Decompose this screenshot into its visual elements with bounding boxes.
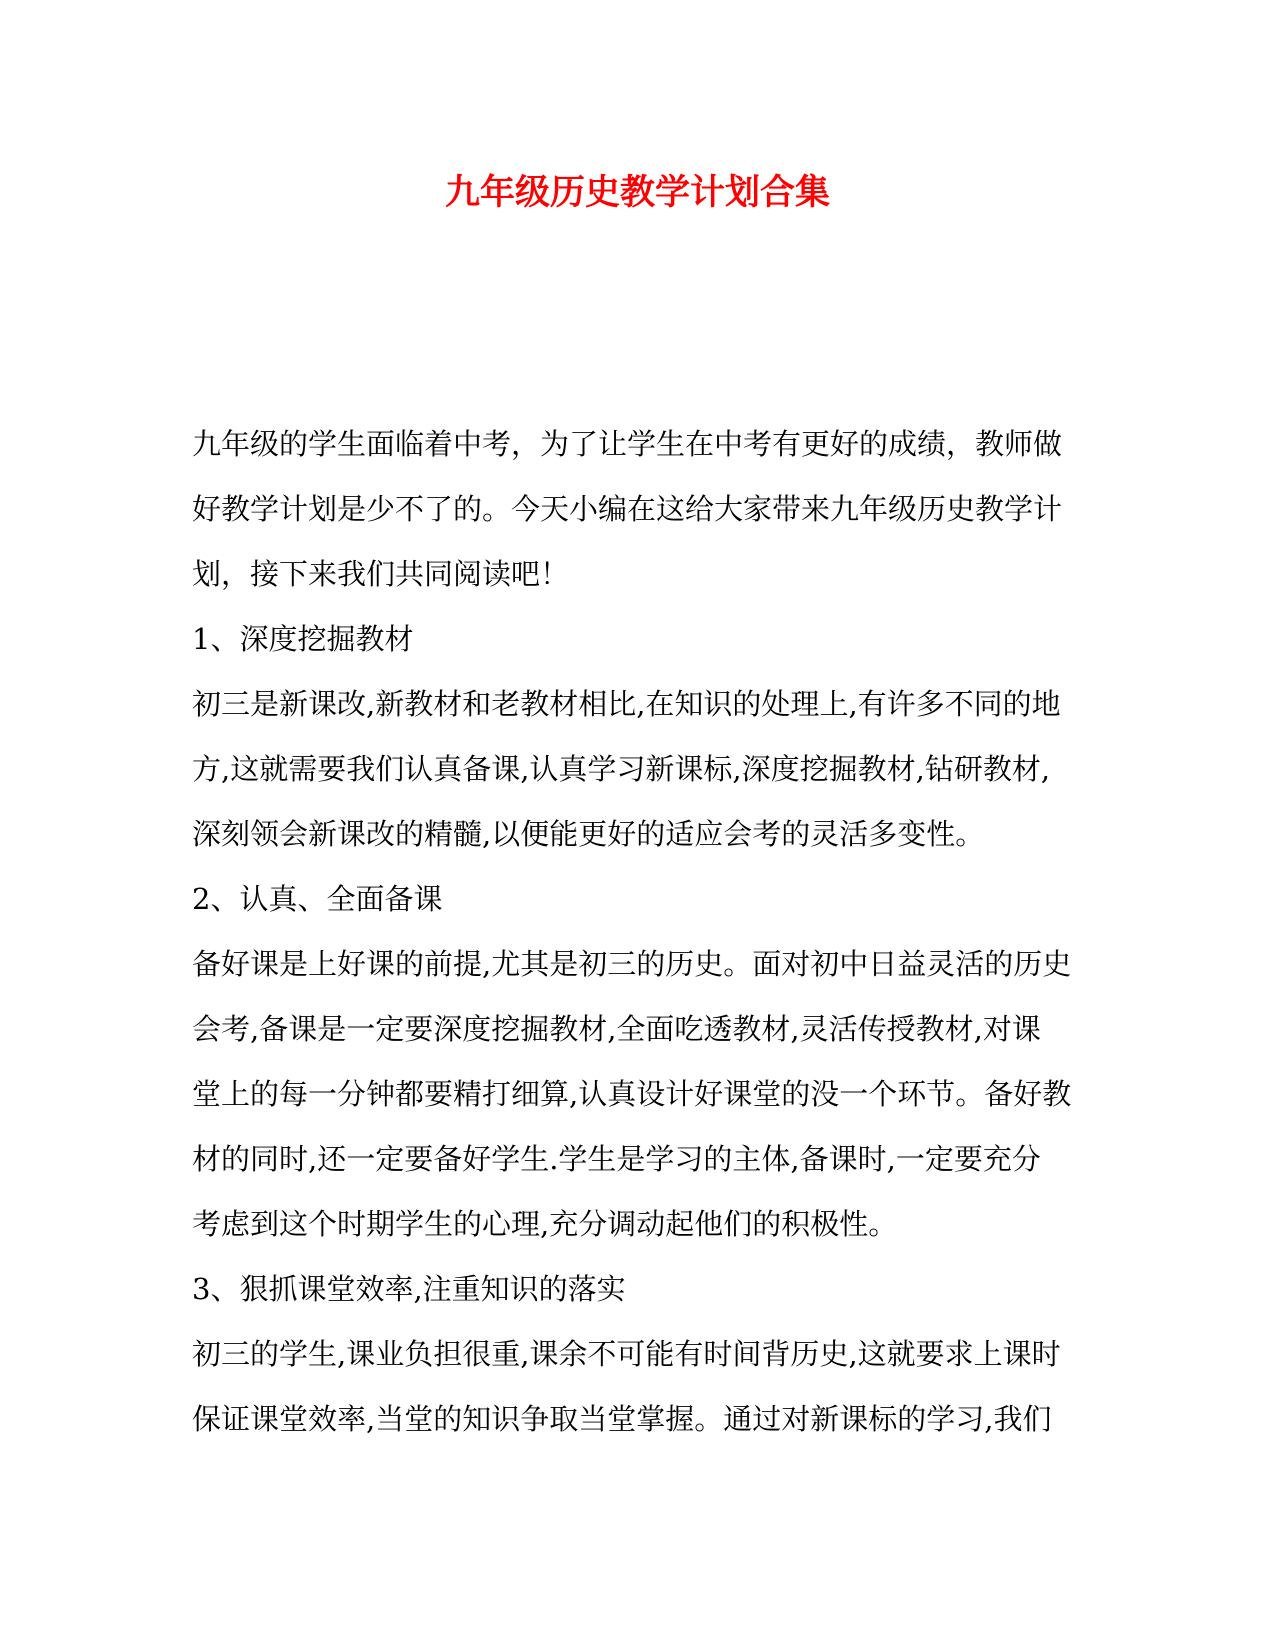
text-line: 材的同时,还一定要备好学生.学生是学习的主体,备课时,一定要充分 — [192, 1142, 1041, 1176]
text-line: 深刻领会新课改的精髓,以便能更好的适应会考的灵活多变性。 — [192, 817, 985, 851]
text-line: 初三是新课改,新教材和老教材相比,在知识的处理上,有许多不同的地 — [192, 687, 1061, 721]
text-line: 划，接下来我们共同阅读吧！ — [192, 557, 570, 591]
text-line: 会考,备课是一定要深度挖掘教材,全面吃透教材,灵活传授教材,对课 — [192, 1012, 1041, 1046]
text-line: 方,这就需要我们认真备课,认真学习新课标,深度挖掘教材,钻研教材, — [192, 752, 1051, 786]
section-1-paragraph — [192, 672, 1087, 867]
section-heading-1 — [192, 607, 1087, 672]
section-3-paragraph — [192, 1322, 1087, 1452]
section-heading-2 — [192, 867, 1087, 932]
section-2-paragraph — [192, 932, 1087, 1257]
text-line: 备好课是上好课的前提,尤其是初三的历史。面对初中日益灵活的历史 — [192, 947, 1072, 981]
text-line: 考虑到这个时期学生的心理,充分调动起他们的积极性。 — [192, 1207, 898, 1241]
text-line: 堂上的每一分钟都要精打细算,认真设计好课堂的没一个环节。备好教 — [192, 1077, 1072, 1111]
section-heading: 2、认真、全面备课 — [192, 882, 443, 916]
intro-paragraph — [192, 412, 1087, 607]
section-heading-3 — [192, 1257, 1087, 1322]
text-line: 保证课堂效率,当堂的知识争取当堂掌握。通过对新课标的学习,我们 — [192, 1402, 1052, 1436]
section-heading: 1、深度挖掘教材 — [192, 622, 414, 656]
document-title: 九年级历史教学计划合集 — [444, 172, 830, 213]
document-body — [192, 412, 1087, 1452]
text-line: 九年级的学生面临着中考，为了让学生在中考有更好的成绩，教师做 — [192, 427, 1063, 461]
text-line: 初三的学生,课业负担很重,课余不可能有时间背历史,这就要求上课时 — [192, 1337, 1061, 1371]
text-line: 好教学计划是少不了的。今天小编在这给大家带来九年级历史教学计 — [192, 492, 1063, 526]
section-heading: 3、狠抓课堂效率,注重知识的落实 — [192, 1272, 626, 1306]
